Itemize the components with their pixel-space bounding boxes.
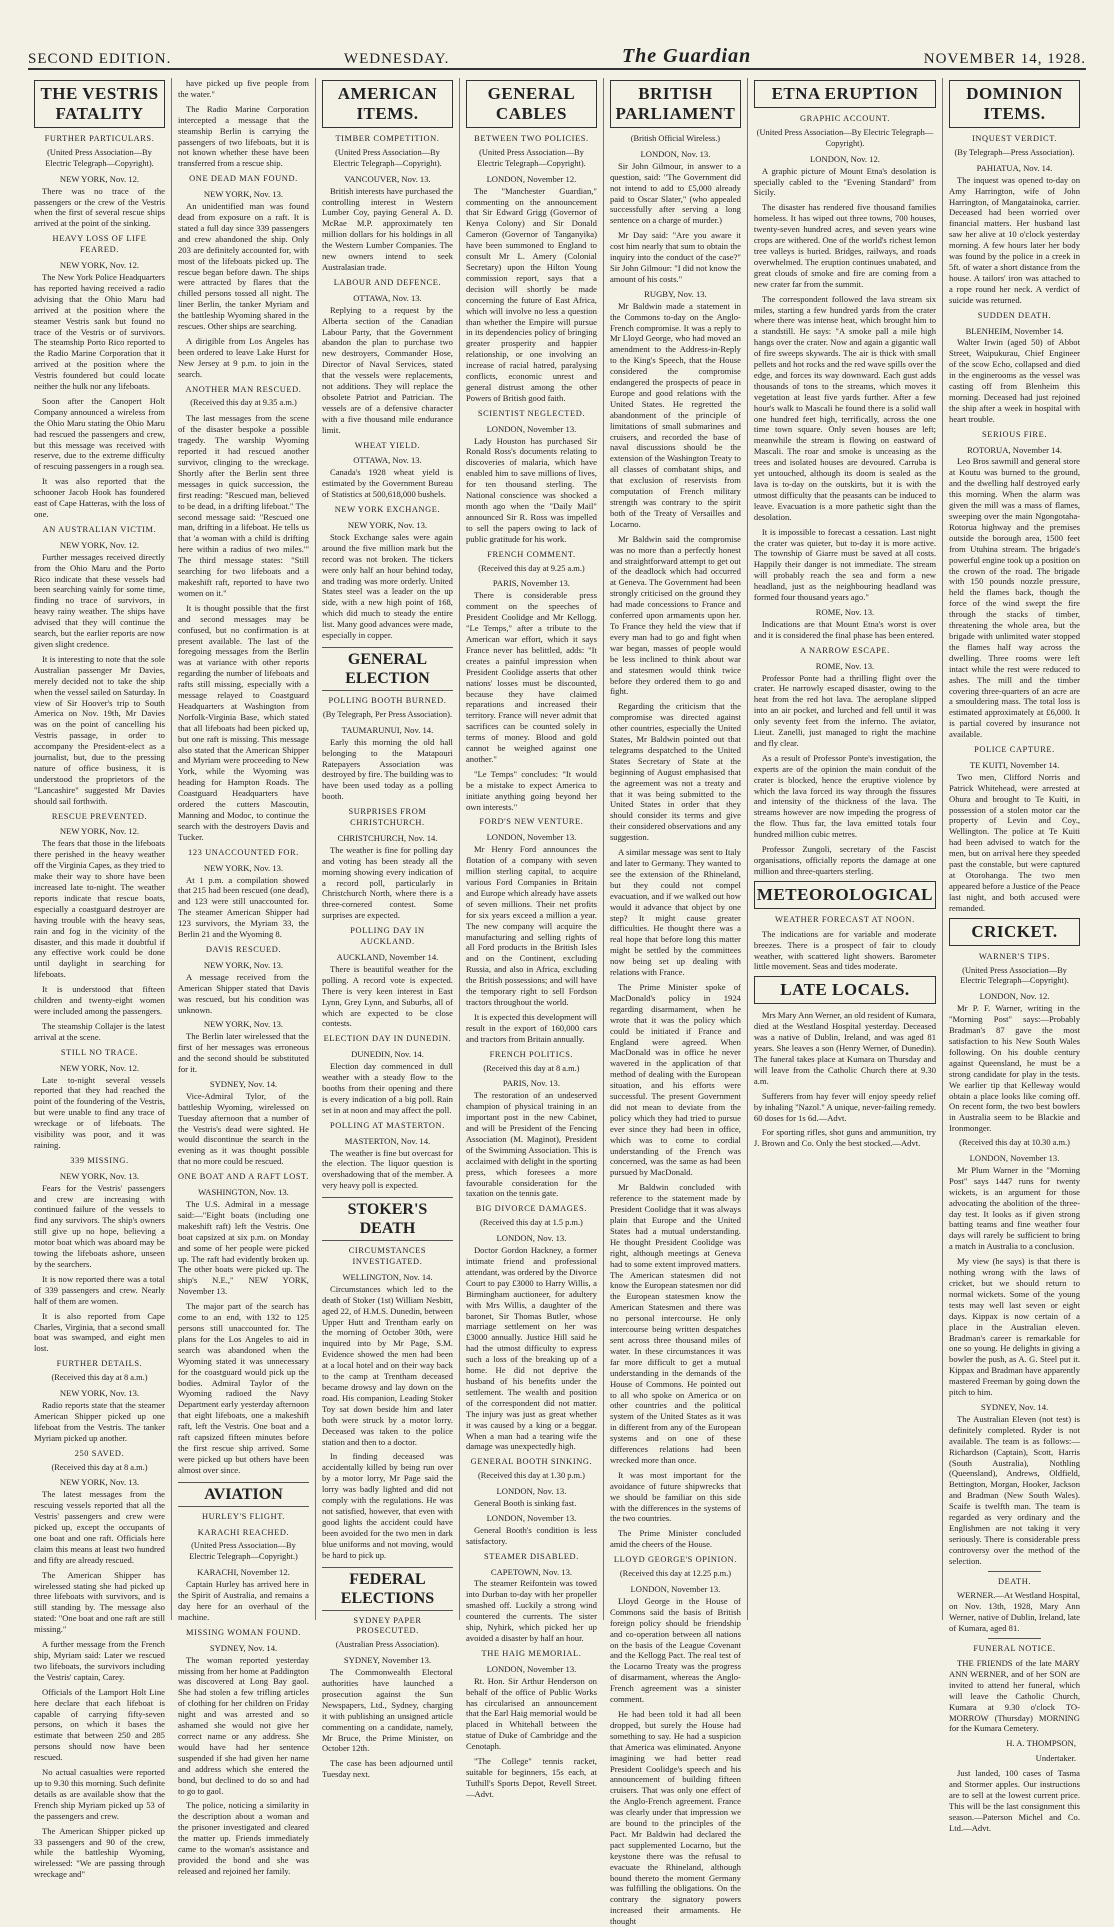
subheading: CIRCUMSTANCES INVESTIGATED.: [348, 1246, 427, 1267]
paragraph: Stock Exchange sales were again around the five million mark but the record was not broken. The tickers were only half an hour behind today, and trading was more orderly. United States steel was a leader on the up side, with a new high point of 168, which did much to steady the entire list. Many good advances were made, especially in copper.: [321, 531, 453, 641]
paragraph: Rt. Hon. Sir Arthur Henderson on behalf of the office of Public Works has circularised an announcement that the Earl Haig memorial would be placed in Whitehall between the statue of Duke of Cambridge and the Cenotaph.: [465, 1675, 597, 1752]
article-headline: DOMINION ITEMS.: [949, 80, 1080, 128]
section-headline: AVIATION: [178, 1482, 309, 1507]
subheading: THE HAIG MEMORIAL.: [481, 1648, 582, 1658]
paragraph: The police, noticing a similarity in the description about a woman and the prisoner investigated and cleared the matter up. Friends immediately came to the woman's assistance and provided the bond and she was released and rejoined her family.: [177, 1800, 309, 1876]
paragraph: The Prime Minister spoke of MacDonald's policy in 1924 regarding disarmament, when he wrote that it was the policy which could be initiated if France and England were agreed. When MacDonald was in office he never wavered in the application of that method of dealing with the European situation, and his efforts were successful. The present Government did not mean to deviate from the policy which they had tried to pursue ever since they had been in office, which was to come to cordial understanding of the French was concerned, was the same as had been pursued by MacDonald.: [609, 981, 741, 1178]
dateline: CHRISTCHURCH, Nov. 14.: [337, 832, 438, 843]
edition-label: SECOND EDITION.: [28, 51, 172, 67]
paragraph: Early this morning the old hall belonging to the Matapouri Ratepayers Association was destroyed by fire. The building was to have been used today as a polling booth.: [321, 736, 453, 802]
paragraph: Late to-night several vessels reported that they had reached the point of the foundering of the Vestris, but were unable to find any trace of wreckage or of lifeboats. The visibility was poor, and it was raining.: [34, 1074, 165, 1150]
paragraph: Captain Hurley has arrived here in the Spirit of Australia, and remains a day here for an overhaul of the machine.: [177, 1579, 309, 1622]
dateline: WELLINGTON, Nov. 14.: [342, 1271, 433, 1282]
newspaper-title: The Guardian: [621, 45, 752, 67]
dateline: LONDON, Nov. 13.: [496, 1486, 567, 1497]
article-headline: THE VESTRIS FATALITY: [34, 80, 165, 128]
dateline: NEW YORK, Nov. 13.: [203, 862, 284, 873]
credit-line: (By Telegraph, Per Press Association).: [322, 709, 452, 719]
paragraph: It is also reported from Cape Charles, Virginia, that a second small boat was swamped, and eight men lost.: [34, 1310, 165, 1354]
dateline: LONDON, November 13.: [969, 1153, 1060, 1164]
dateline: NEW YORK, Nov. 13.: [203, 959, 284, 970]
subheading: ANOTHER MAN RESCUED.: [185, 384, 302, 394]
paragraph: The latest messages from the rescuing vessels reported that all the Vestris' passengers and crew were picked up, except the occupants of one boat and one raft. Officials here claim this means at least two hundred and fifty are already rescued.: [34, 1489, 165, 1565]
paragraph: The woman reported yesterday missing from her home at Paddington was discovered at Long Bay gaol. She had stolen a few trifling articles of clothing for her children on Friday night and was arrested and so ashamed she would not give her correct name or any address. She would have had her sentence suspended if she had given her name and address which she entered the bond, but declined to do so and had to go to gaol.: [177, 1654, 309, 1796]
dateline: LONDON, November 13.: [630, 1584, 721, 1594]
paragraph: General Booth's condition is less satisfactory.: [465, 1524, 597, 1546]
paragraph: Doctor Gordon Hackney, a former intimate friend and professional attendant, was ordered by the Divorce Court to pay £3000 to Harry Willis, a Birmingham auctioneer, for adultery with Mrs Willis, a daughter of the baronet, Sir Thomas Butler, whose marriage settlement on her was £3000 annually. Justice Hill said he had the utmost difficulty to express such a loss of the breaking up of a home. He did not deprive the husband of his benefits under the settlement. The wealth and position of the correspondent did not matter. The injury was just as great whether it was caused by a king or a beggar. When a man had a tearing wife the damage was unexpectedly high.: [465, 1245, 597, 1452]
paragraph: Vice-Admiral Tylor, of the battleship Wyoming, wirelessed on Tuesday afternoon that a number of the Vestris's dead were sighted. He would discontinue the search in the evening as it was thought possible that no more could be rescued.: [177, 1090, 309, 1167]
dateline: DUNEDIN, Nov. 14.: [351, 1049, 424, 1060]
article-headline: AMERICAN ITEMS.: [322, 80, 453, 128]
paragraph: In finding deceased was accidentally killed by being run over by a motor lorry, Mr Page said the lorry was badly lighted and did not comply with the regulations. He was not satisfied, however, that even with good lights the accident could have been avoided for the two men in dark blue uniforms and not moving, would be hard to pick up.: [321, 1451, 453, 1560]
subheading: FURTHER DETAILS.: [56, 1359, 143, 1369]
dateline: CAPETOWN, Nov. 13.: [490, 1566, 573, 1577]
paragraph: It was most important for the avoidance of future shipwrecks that we should be familiar on this side with the differences in the systems of the two countries.: [609, 1469, 741, 1524]
paragraph: "Le Temps" concludes: "It would be a mistake to expect America to initiate anything going beyond her own interests.": [465, 768, 597, 812]
subheading: STILL NO TRACE.: [60, 1047, 139, 1057]
paragraph: Mrs Mary Ann Werner, an old resident of Kumara, died at the Westland Hospital yesterday. Deceased was a native of Dublin, Ireland, and was aged 81 years. She leaves a son (Henry Werner, of Dunedin). The funeral takes place at Kumara on Thursday and will leave from the Catholic Church there at 9.30 a.m.: [753, 1010, 937, 1086]
paragraph: A message received from the American Shipper stated that Davis was rescued, but his condition was unknown.: [177, 971, 309, 1015]
paragraph: Two men, Clifford Norris and Patrick Whitehead, were arrested at Ohura and brought to Te Kuiti, in possession of a stolen motor car the property of Levin and Coy., Wellington. The police at Te Kuiti had been advised to watch for the men, but on arrival here they speeded past the constable, but were captured at Otorohanga. The two men appeared before a Justice of the Peace last night, and both accused were remanded.: [949, 771, 1080, 913]
dateline: WASHINGTON, Nov. 13.: [198, 1187, 289, 1198]
paragraph: The U.S. Admiral in a message said:—"Eight boats (including one makeshift raft) left the Vestris. One boat capsized at six p.m. on Monday and some of her people were picked up. The raft had evidently broken up. The other boats were picked up. The ship's N.E.," NEW YORK, November 13.: [177, 1199, 309, 1297]
subheading: KARACHI REACHED.: [197, 1527, 290, 1537]
paragraph: The case has been adjourned until Tuesday next.: [321, 1758, 453, 1780]
credit-line: (Received this day at 12.25 p.m.): [619, 1569, 732, 1579]
dateline: NEW YORK, Nov. 13.: [59, 1477, 140, 1488]
paragraph: Mr P. F. Warner, writing in the "Morning Post" says:—Probably Bradman's 87 gave the most satisfaction to his New South Wales following. On his double century against Queensland, he must be a strong candidate for play in the tests. We earlier tip that Kelleway would obtain a place looks like coming off. On recent form, the two best bowlers in Australia seem to be Blackie and Ironmonger.: [949, 1003, 1080, 1134]
paragraph: Officials of the Lamport Holt Line here declare that each lifeboat is capable of carrying fifty-seven persons, on which it bases the estimate that between 250 and 285 persons should now have been rescued.: [34, 1686, 165, 1763]
paragraph: The weather is fine but overcast for the election. The liquor question is overshadowing that of the member. A very heavy poll is expected.: [321, 1147, 453, 1191]
subheading: ONE BOAT AND A RAFT LOST.: [178, 1172, 309, 1182]
paragraph: Lady Houston has purchased Sir Ronald Ross's documents relating to discoveries of malaria, which have enabled him to save millions of lives, for ten thousand sterling. The National conscience was shocked a month ago when the "Daily Mail" announced Sir R. Ross was impelled to sell the papers owing to lack of public gratitude for his work.: [465, 435, 597, 544]
paragraph: The weather is fine for polling day and voting has been steady all the morning showing every indication of a record poll, particularly in Christchurch North, where there is a three-cornered contest. Some surprises are expected.: [321, 844, 453, 921]
paragraph: My view (he says) is that there is nothing wrong with the laws of cricket, but we should return to normal wickets. Some of the young tests may well last seven or eight days. Kippax is now certain of a place in the Australian eleven. Bradman's career is remarkable for one so young. He delights in giving a bowler the push, as A. G. Steel put it. Kippax and Bradman have apparently mastered Freeman by going down the pitch to him.: [949, 1256, 1080, 1398]
subheading: POLLING AT MASTERTON.: [330, 1120, 445, 1130]
dateline: NEW YORK, Nov. 13.: [347, 520, 428, 530]
dateline: NEW YORK, Nov. 12.: [59, 539, 140, 550]
section-headline: LATE LOCALS.: [754, 976, 936, 1004]
paragraph: It is expected this development will result in the export of 160,000 cars and tractors from Britain annually.: [465, 1011, 597, 1044]
paragraph: Lloyd George in the House of Commons said the basis of British foreign policy should be friendship and co-operation between all nations on the basis of the League Covenant and the Kellogg Pact. The real test of the Locarno Treaty was the progress of disarmament, whereas the Anglo-French agreement was a sinister comment.: [609, 1595, 741, 1705]
paragraph: Soon after the Canopert Holt Company announced a wireless from the Ohio Maru stating the Ohio Maru had rescued the passengers and crew, but this message was received with reserve, due to the extreme difficulty of rescuing passengers in a rough sea.: [34, 395, 165, 472]
subheading: WEATHER FORECAST AT NOON.: [775, 914, 915, 924]
section-headline: FEDERAL ELECTIONS: [322, 1567, 453, 1611]
paragraph: Circumstances which led to the death of Stoker (1st) William Nesbitt, aged 22, of H.M.S. Dunedin, between Upper Hutt and Trentham early on the morning of October 30th, were inquired into by Mr Page, S.M. Evidence showed the men had been at a local hotel and on their way back to the camp at Trentham deceased became drowsy and lay down on the road. His companion, Leading Stoker Toy sat down beside him and later both were struck by a motor lorry. Deceased was taken to the police station and then to a doctor.: [321, 1283, 453, 1447]
subheading: POLLING DAY IN AUCKLAND.: [350, 926, 425, 947]
paragraph: The Berlin later wirelessed that the first of her messages was erroneous and the second should be substituted for it.: [177, 1031, 309, 1075]
paragraph: It is now reported there was a total of 339 passengers and crew. Nearly half of them are women.: [34, 1273, 165, 1306]
paragraph: It was also reported that the schooner Jacob Hook has foundered east of Cape Hatteras, with the loss of one.: [34, 476, 165, 519]
paragraph: The "Manchester Guardian," commenting on the announcement that Sir Edward Grigg (Governor of Kenya Colony) and Sir Donald Cameron (Governor of Tanganyika) have been summoned to England to consult Mr L. Amery (Colonial Secretary) upon the Hilton Young commission report, says that a decision will shortly be made concerning the future of East Africa, which will involve no less a question than whether the Empire will pursue in its dependencies policy of bringing greater prosperity and happier relationship, or one involving an increase of racial hatred, paralysing conflicts, economic unrest and general distrust among the other Powers of British good faith.: [465, 185, 597, 403]
subheading: POLICE CAPTURE.: [974, 745, 1055, 755]
dateline: LONDON, November 12.: [486, 173, 577, 184]
subheading: GRAPHIC ACCOUNT.: [799, 114, 890, 123]
credit-line: (British Official Wireless.): [630, 134, 721, 143]
paragraph: Regarding the criticism that the compromise was directed against other countries, especially the United States, Mr Baldwin pointed out that telegrams despatched to the United States Secretary of State at the beginning of August emphasised that the agreement was not a treaty and that it was being submitted to the United States in order that they should consider its terms and give their considered observations and any suggestion.: [609, 701, 741, 843]
credit-line: (Received this day at 10.30 a.m.): [959, 1138, 1070, 1148]
section-headline: CRICKET.: [949, 918, 1080, 946]
column-1: [28, 78, 172, 1880]
credit-line: (United Press Association—By Electric Telegraph—Copyright).: [756, 127, 934, 148]
paragraph: British interests have purchased the controlling interest in Western Lumber Coy, paying General A. D. McRae M.P. approximately ten million dollars for his holdings in all the Western Lumber Companies. The new owners intend to seek Australasian trade.: [321, 185, 453, 272]
column-2: [172, 78, 316, 1876]
credit-line: (Received this day at 8 a.m.): [51, 1462, 148, 1472]
column-5: [604, 78, 748, 1927]
dateline: SYDNEY, Nov. 14.: [980, 1401, 1049, 1412]
paragraph: The restoration of an undeserved champion of physical training in an important post in the new Cabinet, and will be President of the Fencing Association (M. Maginot), President of the Swimming Association. This is acclaimed with delight in the sporting press, which foresees a more favourable consideration for the taxation on the tennis gate.: [465, 1090, 597, 1199]
subheading: ELECTION DAY IN DUNEDIN.: [323, 1034, 452, 1044]
subheading: WARNER'S TIPS.: [978, 951, 1051, 961]
dateline: LONDON, Nov. 13.: [496, 1233, 567, 1244]
dateline: OTTAWA, Nov. 13.: [353, 292, 422, 303]
paragraph: Radio reports state that the steamer American Shipper picked up one lifeboat from the Vestris. The tanker Myriam picked up another.: [34, 1399, 165, 1443]
paragraph: The Prime Minister concluded amid the cheers of the House.: [609, 1528, 741, 1550]
paragraph: The American Shipper picked up 33 passengers and 90 of the crew, while the battleship Wyoming, wirelessed: "We are passing through wreckage and": [34, 1825, 165, 1880]
paragraph: It is interesting to note that the sole Australian passenger Mr Davies, merely decided not to take the ship when the vessel sailed on Saturday. In view of Sir Hoover's trip to South America on Nov. 19th, Mr Davies was on the point of cancelling his Vestris passage, in order to accompany the President-elect as a journalist, but, due to the pressing nature of office business, it is understood the proprietors of the "Lancashire" suggested Mr Davies should sail forthwith.: [34, 653, 165, 806]
dateline: NEW YORK, Nov. 13.: [59, 1170, 140, 1181]
credit-line: (Received this day at 9.35 a.m.): [190, 398, 297, 408]
paragraph: The major part of the search has come to an end, with 132 to 125 persons still unaccounted for. The plans for the Los Angeles to aid in search was abandoned when the Wyoming stated it was unnecessary for the coastguard would pick up the bodies. Admiral Taylor of the Wyoming radioed the Navy Department early yesterday afternoon that eight lifeboats, one a makeshift raft, left the Vestris. One boat and a raft capsized fifteen minutes before the first rescue ship arrived. Some were picked up but others have been almost over since.: [177, 1301, 309, 1475]
paragraph: THE FRIENDS of the late MARY ANN WERNER, and of her SON are invited to attend her funeral, which will leave the Catholic Church, Kumara at 9.30 o'clock TO-MORROW (Thursday) MORNING for the Kumara Cemetery.: [949, 1658, 1080, 1734]
paragraph: have picked up five people from the water.": [177, 78, 309, 99]
paragraph: Professor Ponte had a thrilling flight over the crater. He narrowly escaped disaster, owing to the heat from the red hot lava. The aeroplane slipped into an air pocket, and lurched and fell until it was only seventy feet from the inferno. The aviator, Lieut. Zanelli, just managed to right the machine and fly clear.: [753, 672, 937, 748]
paragraph: A further message from the French ship, Myriam said: Later we rescued two lifeboats, the survivors including the Vestris' captain, Carey.: [34, 1639, 165, 1682]
dateline: LONDON, November 13.: [486, 1512, 577, 1523]
dateline: SYDNEY, Nov. 14.: [209, 1078, 278, 1089]
paragraph: Sir John Gilmour, in answer to a question, said: "The Government did not intend to add to £5,000 already paid to Oscar Slater," (who appealed successfully after serving a long sentence on a charge of murder.): [609, 160, 741, 226]
subheading: MISSING WOMAN FOUND.: [186, 1627, 301, 1637]
credit-line: (United Press Association—By Electric Telegraph—Copyright.): [189, 1541, 298, 1562]
paragraph: WERNER.—At Westland Hospital, on Nov. 13th, 1928, Mary Ann Werner, native of Dublin, Ireland, late of Kumara, aged 81.: [949, 1590, 1080, 1634]
credit-line: (Received this day at 1.30 p.m.): [477, 1471, 585, 1481]
paragraph: The disaster has rendered five thousand families homeless. It has wiped out three towns, 700 houses, twenty-seven hundred acres, and seven years wine crops are withered. One of the world's richest lemon tree valleys is buried. Bridges, railways, and roads overwhelmed. The eruption continues unabated, and great clouds of smoke and fire are coming from a new crater far from the summit.: [753, 202, 937, 289]
section-headline: STOKER'S DEATH: [322, 1197, 453, 1241]
credit-line: (By Telegraph—Press Association).: [954, 147, 1075, 157]
subheading: SYDNEY PAPER PROSECUTED.: [353, 1615, 422, 1636]
dateline: NEW YORK, Nov. 12.: [59, 1062, 140, 1073]
paragraph: The steamship Collajer is the latest arrival at the scene.: [34, 1020, 165, 1042]
dateline: NEW YORK, Nov. 12.: [59, 173, 140, 184]
paragraph: The last messages from the scene of the disaster bespoke a possible tragedy. The warship Wyoming reported it had rescued another survivor, clinging to the wreckage. Shortly after the Berlin sent three messages in quick succession, the first reading: "Rescued man, believed to be dead, in a drifting lifeboat." The second message said: "Rescued one man, drifting in a lifeboat. He tells us that 'a woman with a child is drifting here within a radius of two miles.'" The third message states: "Still searching for two lifeboats and a makeshift raft, reported to have two women on it.": [177, 413, 309, 598]
paragraph: The correspondent followed the lava stream six miles, starting a few hundred yards from the crater where there was intense heat, which brought him to a standstill. He says: "A smoke pall a mile high hangs over the crater. Now and again a gigantic wall of fire sweeps skywards. The air is thick with small pellets and hot rocks and the red wave spills over the edge, and forces its way downward. Each gust adds thousands of tons to the streams, which moves it vegetation at least five yards further. After a few hour's walk to Mascali he found there is a solid wall one hundred feet high, terrifically, across the one time town square. Only seven houses are left; meanwhile the stream is flowing on eastward of Mascali. The roar and smoke is unceasing as the trees and isolated houses are devoured. Carruba is yet untouched, although its doom is sealed as the lava is to-day on the outskirts, but it is with the utmost difficulty that the peasants can be induced to leave. Evacuation is a more pathetic sight than the desolation.: [753, 293, 937, 522]
paragraph: Mr Baldwin made a statement in the Commons to-day on the Anglo-French compromise. It was a reply to Mr Lloyd George, who had moved an amendment to the Address-in-Reply to the King's Speech, that the House considered the compromise endangered the prospects of peace in Europe and good relations with the United States. He regretted the abandonment of the principle of limitations of small submarines and cruisers, and recorded the base of naval discussions should be the extension of the Washington Treaty to all classes of combatant ships, and that exclusion of reservists from computation of French military strength was contrary to the spirit both of the Treaty of Versailles and Locarno.: [609, 300, 741, 529]
credit-line: (United Press Association—By Electric Telegraph—Copyright).: [45, 147, 154, 168]
dateline: LONDON, November 13.: [486, 423, 577, 434]
subheading: STEAMER DISABLED.: [484, 1551, 579, 1561]
subheading: GENERAL BOOTH SINKING.: [470, 1457, 593, 1467]
dateline: LONDON, Nov. 13.: [640, 148, 711, 159]
subheading: FURTHER PARTICULARS.: [44, 134, 155, 143]
subheading: ONE DEAD MAN FOUND.: [189, 174, 298, 184]
column-4: [460, 78, 604, 1799]
article-headline: BRITISH PARLIAMENT: [610, 80, 741, 128]
subheading: BETWEEN TWO POLICIES.: [474, 134, 589, 143]
paragraph: There is considerable press comment on the speeches of President Coolidge and Mr Kellogg. "Le Temps," after a tribute to the American war effort, which it says France never has belittled, adds: "It creates a painful impression when President Coolidge asserts that other nations' losses must be discounted, because they have claimed reparations and increased their territory. France will never admit that sacrifices can be counted solely in terms of money. Blood and gold cannot be weighed against one another.": [465, 590, 597, 764]
dateline: TE KUITI, November 14.: [969, 759, 1060, 770]
subheading: BIG DIVORCE DAMAGES.: [475, 1204, 588, 1214]
credit-line: (United Press Association—By Electric Telegraph—Copyright).: [477, 147, 586, 168]
subheading: HURLEY'S FLIGHT.: [201, 1511, 286, 1521]
subheading: AN AUSTRALIAN VICTIM.: [42, 524, 157, 534]
dateline: MASTERTON, Nov. 14.: [344, 1135, 431, 1146]
paragraph: Indications are that Mount Etna's worst is over and it is considered the final phase has been entered.: [753, 618, 937, 640]
subheading: TIMBER COMPETITION.: [335, 134, 440, 143]
dateline: NEW YORK, Nov. 13.: [59, 1388, 140, 1399]
subheading: WHEAT YIELD.: [354, 440, 421, 450]
paragraph: The steamer Reifontein was towed into Durban to-day with her propeller smashed off. Luckily a strong wind countered the currents. The sister ship, Nyhirk, which picked her up avoided a disaster by half an hour.: [465, 1578, 597, 1643]
section-headline: GENERAL ELECTION: [322, 647, 453, 691]
dateline: NEW YORK, Nov. 12.: [59, 260, 140, 271]
paragraph: Professor Zungoli, secretary of the Fascist organisations, officially reports the damage at one million and three-quarters sterling.: [753, 844, 937, 876]
paragraph: An unidentified man was found dead from exposure on a raft. It is stated a full day since 339 passengers and crew abandoned the ship. Only 203 are definitely accounted for, with most of the lifeboats picked up. The rescue began before dawn. The ships were attracted by flares that the chilled persons tossed all night. The liner Berlin, the tanker Myriam and the battleship Wyoming shared in the rescues. Other ships are searching.: [177, 201, 309, 332]
paragraph: At 1 p.m. a compilation showed that 215 had been rescued (one dead), and 123 were still unaccounted for. The steamer American Shipper had 123 survivors, the Myriam 33, the Berlin 21 and the Wyoming 8.: [177, 874, 309, 940]
dateline: LONDON, Nov. 12.: [979, 991, 1050, 1002]
paragraph: It is thought possible that the first and second messages may be confused, but no confirmation is at present available. The last of the foregoing messages from the Berlin was at variance with other reports regarding the number of lifeboats and rafts still missing, especially with a message relayed to Coastguard Headquarters at Washington from Norfolk-Virginia Base, which stated that all lifeboats had been picked up, but one raft is missing. This message also stated that the American Shipper and Myriam were proceeding to New York, while the Wyoming was heading for Hampton Roads. The Coastguard Headquarters have ordered the cutters Mascoutin, Manning and Modoc, to continue the search with the destroyers Davis and Tucker.: [177, 602, 309, 842]
dateline: LONDON, November 13.: [486, 832, 577, 843]
paragraph: Fears for the Vestris' passengers and crew are increasing with continued failure of the vessels to find any survivors. The ship's owners still give up no hope, believing a motor boat which was aboard may be towing the lifeboats ashore, unseen by the searchers.: [34, 1182, 165, 1269]
subheading: SERIOUS FIRE.: [981, 429, 1048, 439]
credit-line: (Received this day at 8 a.m.): [51, 1373, 148, 1383]
paragraph: The indications are for variable and moderate breezes. There is a prospect of fair to cloudy weather, with scattered light showers. Barometer little movement. Seas and tides moderate.: [753, 928, 937, 972]
paragraph: As a result of Professor Ponte's investigation, the experts are of the opinion the main conduit of the crater is blocked, hence the eruptive violence by which the lava forced its way through the fissures and intensity of the thickness of the lava. The streams however are now impeding the progress of the flow. Thus far, the lava emitted totals four hundred million cubic metres.: [753, 752, 937, 840]
divider: [988, 1638, 1040, 1639]
paragraph: Mr Day said: "Are you aware it cost him nearly that sum to obtain the inquiry into the conduct of the case?" Sir John Gilmour: "I did not know the amount of his costs.": [609, 230, 741, 284]
subheading: SURPRISES FROM CHRISTCHURCH.: [348, 807, 427, 828]
paragraph: The Commonwealth Electoral authorities have launched a prosecution against the Sun Newspapers, Ltd., Sydney, charging it with publishing an unsigned article commenting on a candidate, namely, Mr Bruce, the Prime Minister, on October 12th.: [321, 1667, 453, 1754]
paragraph: The Radio Marine Corporation intercepted a message that the steamship Berlin is carrying the passengers of two lifeboats, but it is not known whether these have been transferred from a rescue ship.: [177, 103, 309, 169]
dateline: NEW YORK, Nov. 13.: [203, 1019, 284, 1030]
dateline: TAUMARUNUI, Nov. 14.: [341, 724, 434, 735]
credit-line: (United Press Association—By Electric Telegraph—Copyright).: [960, 965, 1069, 986]
credit-line: (United Press Association—By Electric Telegraph—Copyright).: [333, 147, 442, 168]
masthead: [28, 38, 1086, 70]
dateline: ROME, Nov. 13.: [815, 606, 875, 617]
column-3: [316, 78, 460, 1780]
subheading: NEW YORK EXCHANGE.: [334, 505, 441, 515]
paragraph: The New York Police Headquarters has reported having received a radio advising that the Ohio Maru had arrived at the position where the steamer Vestris sank but found no trace of the Vestris or of survivors. The steamship Porto Rico reported to the Radio Marine Corporation that it arrived at the position where the Vestris foundered but could locate neither the hulk nor any lifeboats.: [34, 271, 165, 392]
dateline: VANCOUVER, Nov. 13.: [344, 173, 431, 184]
subheading: LLOYD GEORGE'S OPINION.: [613, 1555, 737, 1565]
dateline: NEW YORK, Nov. 12.: [59, 826, 140, 837]
subheading: RESCUE PREVENTED.: [51, 811, 148, 821]
credit-line: (Received this day at 9.25 a.m.): [478, 563, 585, 573]
dateline: OTTAWA, Nov. 13.: [353, 455, 422, 466]
dateline: KARACHI, November 12.: [197, 1567, 290, 1578]
issue-date: NOVEMBER 14, 1928.: [923, 51, 1086, 67]
subheading: 123 UNACCOUNTED FOR.: [188, 847, 299, 857]
subheading: INQUEST VERDICT.: [972, 134, 1057, 143]
subheading: A NARROW ESCAPE.: [800, 645, 890, 655]
subheading: 250 SAVED.: [74, 1448, 125, 1458]
dateline: PARIS, November 13.: [492, 578, 570, 589]
paragraph: It is understood that fifteen children and twenty-eight women were included among the passengers.: [34, 984, 165, 1016]
paragraph: It is impossible to forecast a cessation. Last night the crater was quieter, but to-day it is more active. The township of Giarre must be saved at all costs. Happily their danger is not immediate. The stream will probably reach the sea and form a new headland, just as the neighbouring headland was formed four thousand years ago.": [753, 526, 937, 603]
subheading: LABOUR AND DEFENCE.: [333, 277, 442, 287]
column-7: [943, 78, 1086, 1833]
article-headline: ETNA ERUPTION: [754, 80, 936, 108]
subheading: FRENCH COMMENT.: [487, 549, 576, 559]
dateline: PAHIATUA, Nov. 14.: [976, 162, 1053, 173]
dateline: PARIS, Nov. 13.: [502, 1078, 561, 1089]
day-label: WEDNESDAY.: [343, 51, 450, 67]
paragraph: Replying to a request by the Alberta section of the Canadian Labour Party, that the Government abandon the plan to purchase two new destroyers, Commander Hose, Director of Naval Services, stated that the vessels were replacements, not additions. They will replace the obsolete Patriot and Patrician. The vessels are of a defensive character with a five thousand mile endurance limit.: [321, 304, 453, 435]
dateline: ROTORUA, November 14.: [967, 444, 1062, 455]
subheading: HEAVY LOSS OF LIFE FEARED.: [52, 234, 147, 255]
paragraph: The fears that those in the lifeboats there perished in the heavy weather off the Virginia Capes, as they tried to make their way to shore have been increased late to-night. The weather reports indicate that rescue boats, especially a coastguard destroyer are having trouble with the heavy seas, rain and fog in the vicinity of the disaster, and this made it doubtful if any effective work could be done until daylight in searching for lifeboats.: [34, 838, 165, 980]
subheading: DEATH.: [997, 1576, 1032, 1586]
paragraph: The American Shipper has wirelessed stating she had picked up three lifeboats with survivors, and is still standing by. The message also stated: "One boat and one raft are still missing.": [34, 1569, 165, 1635]
paragraph: Mr Plum Warner in the "Morning Post" says 1447 runs for twenty wickets, is an argument for those advocating the abolition of the three-day test. It looks as if given strong batting teams and fine weather four days will rarely be sufficient to bring a match in Australia to a conclusion.: [949, 1164, 1080, 1252]
dateline: SYDNEY, November 13.: [343, 1655, 432, 1666]
section-headline: METEOROLOGICAL: [754, 881, 936, 909]
paragraph: Election day commenced in dull weather with a steady flow to the booths from their opening and there is every indication of a big poll. Rain set in at noon and may affect the poll.: [321, 1061, 453, 1115]
credit-line: (Australian Press Association).: [335, 1640, 440, 1650]
paragraph: A dirigible from Los Angeles has been ordered to leave Lake Hurst for New Jersey at 9 p.m. to join in the search.: [177, 335, 309, 379]
paragraph: Leo Bros sawmill and general store at Koutu was burned to the ground, and the dwelling half destroyed early this morning. When the alarm was given the mill was a mass of flames, sweeping over the main Ngongotaha-Rotorua highway and the premises outside the borough area, 1500 feet from Utuhina stream. The brigade's powerful engine took up a position on the crown of the road. The brigade with 150 pounds nozzle pressure, held the flames back, though the force of the wind swept the fire through the stacks of timber, threatening the whole area, but the brigade with unlimited water stopped the flames half way across the dwelling. Three rooms were left intact while the rest were reduced to ashes. The mill and the timber covering three-quarters of an acre are a smouldering mass. The total loss is estimated approximately at £6,000. It is partial covered by insurance not available.: [949, 456, 1080, 740]
signature-line: Undertaker.: [1035, 1753, 1076, 1764]
dateline: AUCKLAND, November 14.: [336, 952, 439, 962]
dateline: SYDNEY, Nov. 14.: [209, 1642, 278, 1653]
subheading: 339 MISSING.: [70, 1155, 129, 1165]
subheading: SCIENTIST NEGLECTED.: [477, 408, 586, 418]
dateline: LONDON, November 13.: [486, 1663, 577, 1674]
dateline: ROME, Nov. 13.: [815, 660, 875, 671]
column-6: [748, 78, 943, 1620]
paragraph: Sufferers from hay fever will enjoy speedy relief by inhaling "Nazol." A unique, never-failing remedy. 60 doses for 1s 6d.—Advt.: [753, 1090, 937, 1123]
subheading: FRENCH POLITICS.: [489, 1049, 574, 1059]
paragraph: Mr Baldwin concluded with reference to the statement made by President Coolidge that it was always plain that Europe and the United States had a mutual understanding. He thought President Coolidge was right, although meetings at Geneva had to some extent improved matters. The American statesmen did not know the European statesmen nor did the European statesmen know the American Statesmen and there was no personal intercourse. He only intercourse being written despatches sent across three thousand miles of water. In these circumstances it was far more difficult to get a mutual understanding in the demands of the House of Commons. He pointed out to all who spoke on America or on other countries and the political system of the United States as it was in different from any of the European systems and on one of these differences relations had been wrecked more than once.: [609, 1182, 741, 1465]
paragraph: He had been told it had all been dropped, but surely the House had something to say. He had a suspicion that America was eliminated. Anyone imagining we had better read President Coolidge's speech and his announcement of building fifteen cruisers. That was only one effect of the Anglo-French agreement. France was clearly under that impression we are bound to the principles of the Pact. Mr Baldwin had declared the pact supplemented Locarno, but the keystone there was the refusal to evacuate the Rhineland, although bound thereto the moment Germany was fulfilling the obligations. On the contrary the signatory powers increased their armaments. He thought: [609, 1708, 741, 1927]
dateline: LONDON, Nov. 12.: [810, 153, 880, 164]
paragraph: Walter Irwin (aged 50) of Abbot Street, Waipukurau, Chief Engineer of the scow Echo, collapsed and died in the enginerooms as the vessel was casting off from Blenheim this morning. Deceased had just rejoined the ship after a week in hospital with heart trouble.: [949, 337, 1080, 424]
paragraph: Canada's 1928 wheat yield is estimated by the Government Bureau of Statistics at 500,618,000 bushels.: [321, 467, 453, 500]
paragraph: Further messages received directly from the Ohio Maru and the Porto Rico indicate that these vessels had been searching vainly for some time, finding no trace of survivors, in heavy rainy weather. The ships have advised that they will continue the search, but the earlier reports are now given slight credence.: [34, 551, 165, 649]
dateline: RUGBY, Nov. 13.: [644, 288, 707, 299]
subheading: DAVIS RESCUED.: [205, 944, 282, 954]
paragraph: Mr Baldwin said the compromise was no more than a perfectly honest and straightforward attempt to get out of the deadlock which had occurred at Geneva. The Government had been strongly criticised on the ground they had made concessions to France and conferred upon armaments upon her. To France they held the view that if every man had to go and fight when war began, masses of people would be less inclined to think about war and statesmen would think twice before they ordered them to go and fight.: [609, 533, 741, 697]
subheading: POLLING BOOTH BURNED.: [328, 695, 447, 705]
columns: [28, 78, 1086, 1927]
paragraph: For sporting rifles, shot guns and ammunition, try J. Brown and Co. Only the best stocked.—Advt.: [753, 1127, 937, 1149]
paragraph: No actual casualties were reported up to 9.30 this morning. Such definite details as are available show that the French ship Myriam picked up 53 of the passengers and crew.: [34, 1767, 165, 1821]
paragraph: There is beautiful weather for the polling. A record vote is expected. There is very keen interest in East Lynn, Grey Lynn, and Suburbs, all of which are expected to be close contests.: [321, 963, 453, 1029]
credit-line: (Received this day at 1.5 p.m.): [480, 1218, 583, 1228]
paragraph: A graphic picture of Mount Etna's desolation is specially cabled to the "Evening Standard" from Sicily.: [753, 165, 937, 198]
credit-line: (Received this day at 8 a.m.): [483, 1063, 580, 1073]
dateline: NEW YORK, Nov. 13.: [203, 189, 284, 200]
dateline: BLENHEIM, November 14.: [965, 325, 1064, 336]
paragraph: "The College" tennis racket, suitable for beginners, 15s each, at Tuthill's Sports Depot, Revell Street.—Advt.: [465, 1756, 597, 1799]
subheading: SUDDEN DEATH.: [977, 310, 1052, 320]
paragraph: There was no trace of the passengers or the crew of the Vestris when the first of several rescue ships arrived at the point of the sinking.: [34, 185, 165, 229]
signature-line: H. A. THOMPSON,: [1006, 1738, 1076, 1749]
article-headline: GENERAL CABLES: [466, 80, 597, 128]
subheading: FUNERAL NOTICE.: [973, 1644, 1056, 1654]
paragraph: Just landed, 100 cases of Tasma and Stormer apples. Our instructions are to sell at the lowest current price. This will be the last consignment this season.—Paterson Michel and Co. Ltd.—Advt.: [949, 1768, 1080, 1833]
paragraph: A similar message was sent to Italy and later to Germany. They wanted to see the extension of the Rhineland, but they could not compel evacuation, and if we walked out how would it advance that object by one step? It might cause greater difficulties. He thought there was a real hope that before long this matter might be settled by the committees now being set up dealing with relations with France.: [609, 847, 741, 978]
paragraph: The inquest was opened to-day on Amy Harrington, wife of John Harrington, of Mangatainoka, carrier. Deceased had been worried over financial matters. Her husband last saw her alive at 10 o'clock yesterday morning. A few hours later her body was found by the police in a creek in 5ft. of water a short distance from the house. A tailors' iron was attached to a rope round her neck. A verdict of suicide was returned.: [949, 174, 1080, 305]
paragraph: General Booth is sinking fast.: [473, 1498, 577, 1509]
paragraph: The Australian Eleven (not test) is definitely completed. Ryder is not available. The team is as follows:—Richardson (Captain), Scott, Harris (South Australia), Nothling (Queensland), Andrews, Oldfield, Bettington, Morgan, Hooker, Jackson and Bradman (New South Wales). Scaife is twelfth man. The team is regarded as very ordinary and the Englishmen are not taking it very seriously. There is considerable press controversy over the method of the selection.: [949, 1413, 1080, 1566]
subheading: FORD'S NEW VENTURE.: [479, 817, 584, 827]
paragraph: Mr Henry Ford announces the flotation of a company with seven million sterling capital, to acquire various Ford Companies in Britain and Europe which already have assets of seven millions. Their net profits for six years exceed a million a year. The new company will acquire the manufacturing and selling rights of all Ford products in the British Isles and on the Continent, excluding Russia, and also in Africa, excluding the British possessions; and will have the temporary right to sell Fordson tractors throughout the world.: [465, 844, 597, 1007]
divider: [988, 1571, 1040, 1572]
